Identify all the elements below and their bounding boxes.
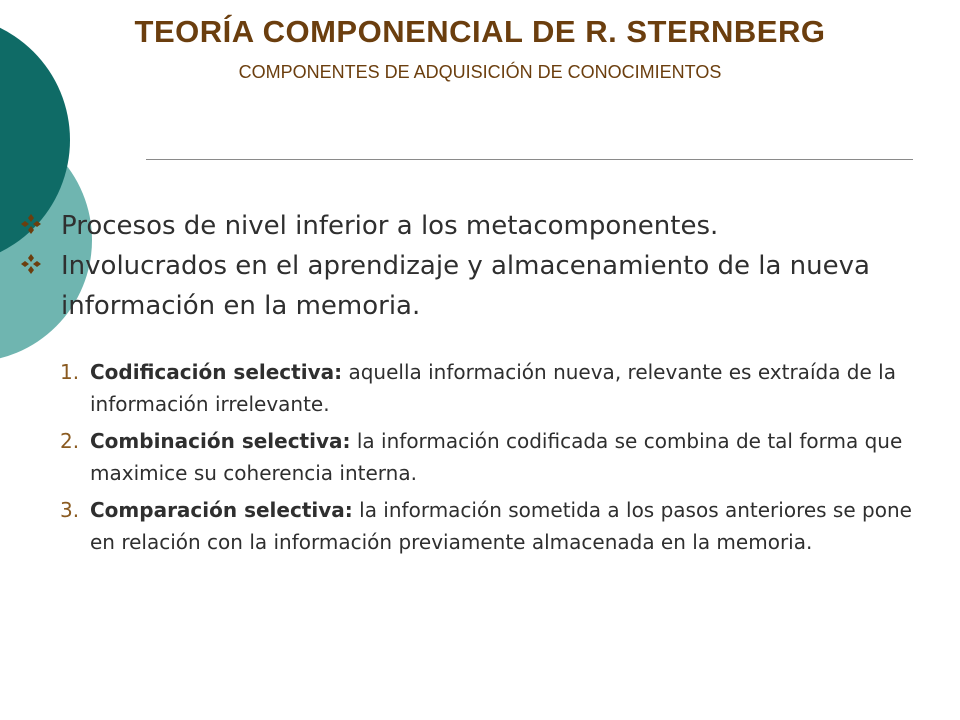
item-term: Combinación selectiva: [90,429,351,453]
item-term: Codificación selectiva: [90,360,343,384]
list-item [60,494,940,558]
item-number: 3. [60,498,80,522]
list-item [60,425,940,489]
four-diamond-bullet-icon [20,253,42,275]
list-item [60,356,940,420]
four-diamond-bullet-icon [20,213,42,235]
slide-subtitle: COMPONENTES DE ADQUISICIÓN DE CONOCIMIENTOS [238,62,722,82]
item-number: 2. [60,429,80,453]
item-number: 1. [60,360,80,384]
decorative-circles [0,0,180,400]
bullet-text: Involucrados en el aprendizaje y almacenamiento de la nueva información en la memoria. [61,251,870,321]
title-divider [146,159,913,160]
item-description: la información sometida a los pasos anteriores se pone en relación con la información previamente almacenada en la memoria. [90,498,912,554]
item-description: la información codificada se combina de tal forma que maximice su coherencia interna. [90,429,903,485]
item-description: aquella información nueva, relevante es extraída de la información irrelevante. [90,360,896,416]
bullet-item [20,246,955,326]
slide-title: TEORÍA COMPONENCIAL DE R. STERNBERG [134,14,826,49]
bullet-list [20,206,955,326]
bullet-item [20,206,955,246]
bullet-text: Procesos de nivel inferior a los metacomponentes. [61,211,719,241]
numbered-list [60,356,940,563]
item-term: Comparación selectiva: [90,498,353,522]
